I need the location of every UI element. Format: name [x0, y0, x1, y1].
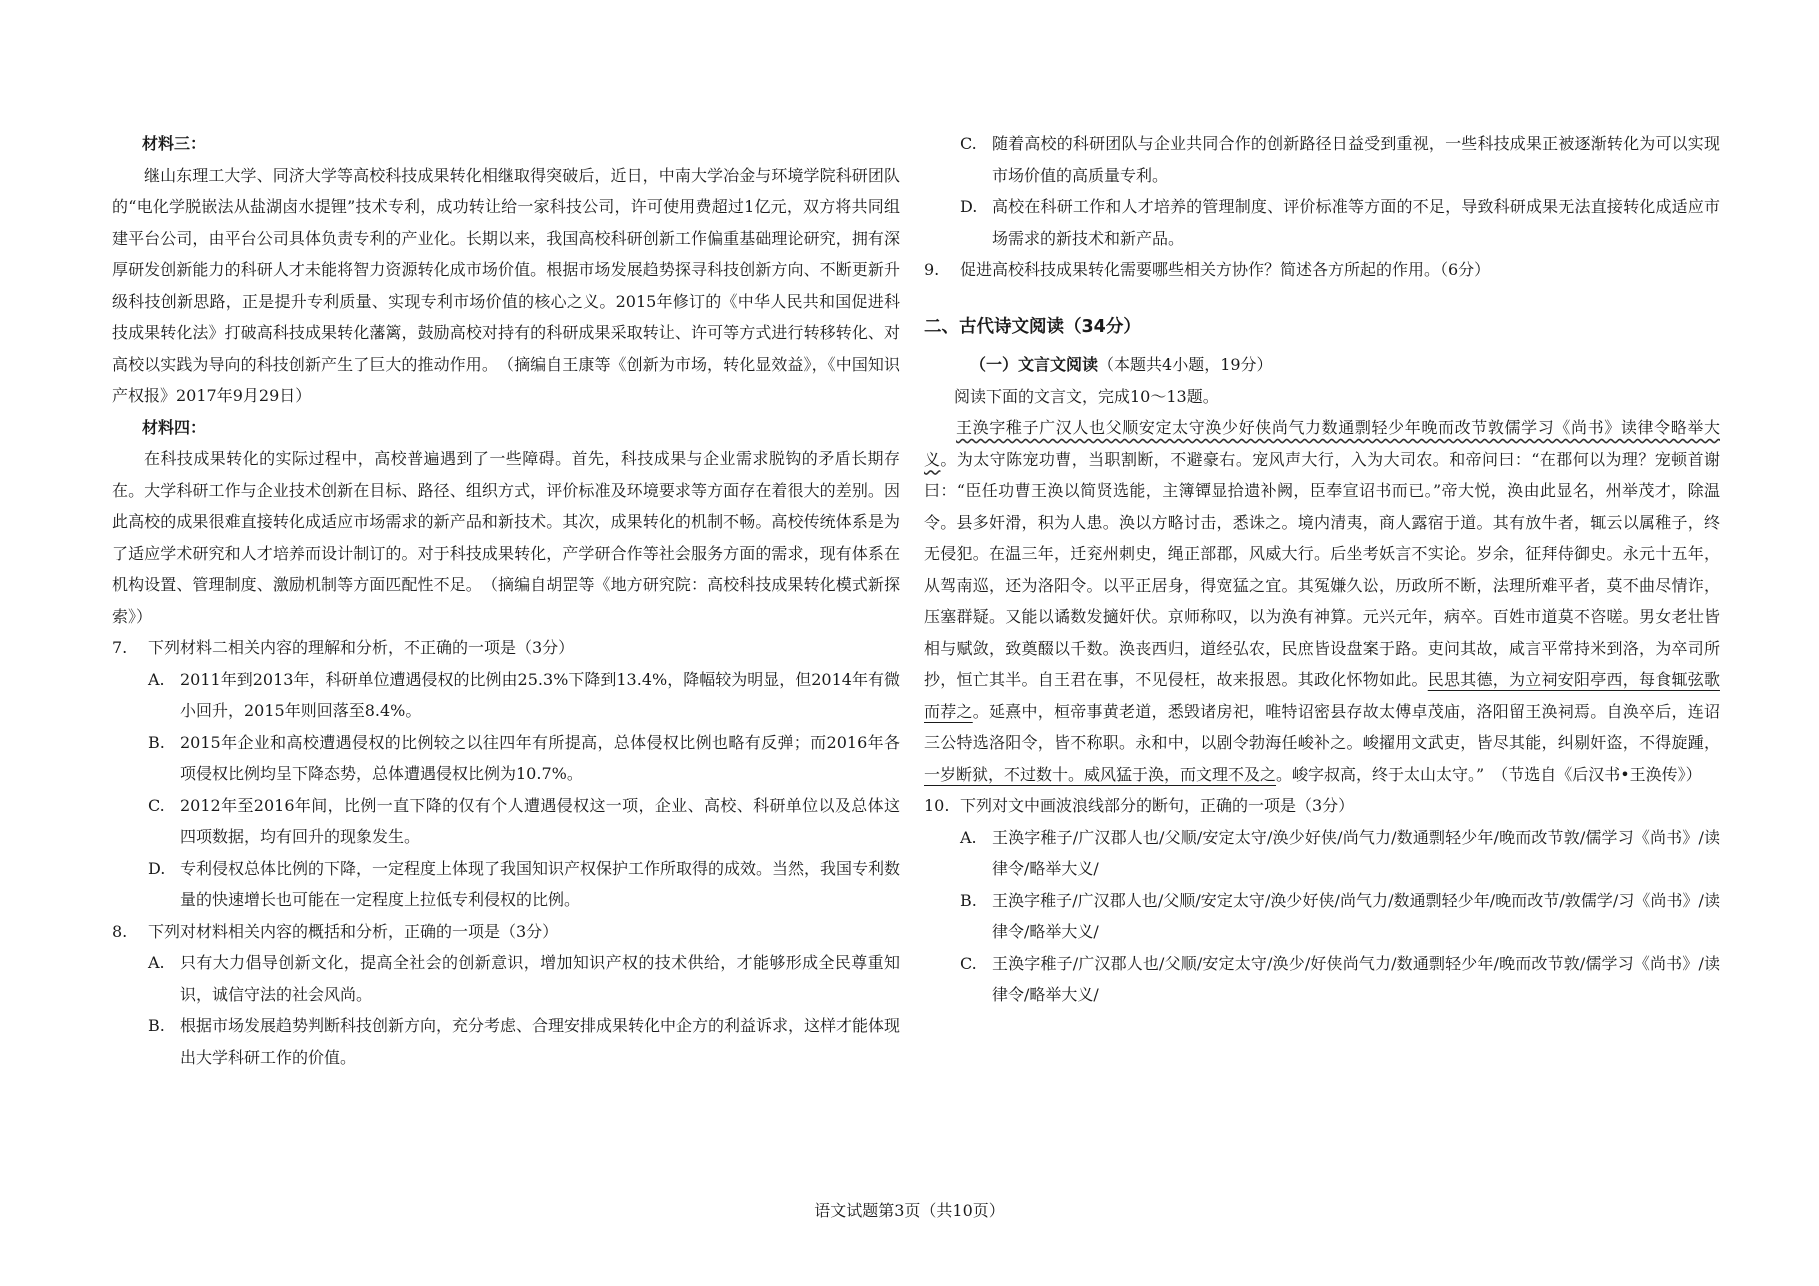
option-text: 专利侵权总体比例的下降，一定程度上体现了我国知识产权保护工作所取得的成效。当然，我国专利数量的快速增长也可能在一定程度上拉低专利侵权的比例。 — [180, 858, 901, 909]
option-text: 2011年到2013年，科研单位遭遇侵权的比例由25.3%下降到13.4%，降幅较为明显，但2014年有微小回升，2015年则回落至8.4%。 — [180, 669, 900, 720]
option-label: A. — [148, 669, 165, 689]
q7-option-b — [112, 727, 900, 790]
page-footer: 语文试题第3页（共10页） — [814, 1201, 1005, 1220]
option-text: 根据市场发展趋势判断科技创新方向，充分考虑、合理安排成果转化中企方的利益诉求，这样才能体现出大学科研工作的价值。 — [180, 1016, 901, 1067]
option-text: 只有大力倡导创新文化，提高全社会的创新意识，增加知识产权的技术供给，才能够形成全民尊重知识，诚信守法的社会风尚。 — [180, 953, 900, 1004]
question-number: 7. — [112, 638, 128, 657]
question-9 — [924, 254, 1720, 286]
option-label: A. — [960, 827, 977, 847]
option-text: 高校在科研工作和人才培养的管理制度、评价标准等方面的不足，导致科研成果无法直接转化成适应市场需求的新技术和新产品。 — [992, 197, 1720, 248]
option-label: C. — [960, 953, 977, 973]
reading-instruction: 阅读下面的文言文，完成10～13题。 — [954, 386, 1219, 406]
option-text: 王涣字稚子/广汉郡人也/父顺/安定太守/涣少/好侠尚气力/数通剽轻少年/晚而改节敦/儒学习《尚书》/读律令/略举大义/ — [992, 953, 1720, 1004]
option-text: 随着高校的科研团队与企业共同合作的创新路径日益受到重视，一些科技成果正被逐渐转化为可以实现市场价值的高质量专利。 — [992, 134, 1720, 185]
question-stem: 下列材料二相关内容的理解和分析，不正确的一项是（3分） — [148, 638, 575, 657]
q10-option-c — [924, 948, 1720, 1011]
option-label: A. — [148, 953, 165, 972]
question-stem: 促进高校科技成果转化需要哪些相关方协作？简述各方所起的作用。（6分） — [960, 260, 1491, 279]
option-text: 王涣字稚子/广汉郡人也/父顺/安定太守/涣少好侠/尚气力/数通剽轻少年/晚而改节/敦儒学/习《尚书》/读律令/略举大义/ — [992, 890, 1720, 941]
material-4-text: 在科技成果转化的实际过程中，高校普遍遇到了一些障碍。首先，科技成果与企业需求脱钩的矛盾长期存在。大学科研工作与企业技术创新在目标、路径、组织方式，评价标准及环境要求等方面存在着很大的差别。因此高校的成果很难直接转化成适应市场需求的新产品和新技术。其次，成果转化的机制不畅。高校传统体系是为了适应学术研究和人才培养而设计制订的。对于科技成果转化，产学研合作等社会服务方面的需求，现有体系在机构设置、管理制度、激励机制等方面匹配性不足。 （摘编自胡罡等《地方研究院：高校科技成果转化模式新探索》） — [112, 449, 900, 626]
question-number: 8. — [112, 921, 128, 941]
q8-option-b — [112, 1010, 900, 1073]
option-label: D. — [960, 197, 978, 216]
material-3-heading: 材料三： — [142, 134, 207, 153]
section-2-title: 二、古代诗文阅读（34分） — [924, 316, 1141, 337]
subsection-title-bold: （一）文言文阅读 — [970, 355, 1099, 374]
question-8 — [112, 916, 900, 948]
material-4-heading: 材料四： — [142, 417, 207, 437]
option-text: 2012年至2016年间，比例一直下降的仅有个人遭遇侵权这一项，企业、高校、科研单位以及总体这四项数据，均有回升的现象发生。 — [180, 795, 900, 846]
wavy-underlined-text: 王涣字稚子广汉人也父顺安定太守涣少好侠尚气力数通剽轻少年晚而改节敦儒学习《尚书》读律令略举大义 — [924, 418, 1720, 469]
q7-option-a — [112, 664, 900, 727]
passage-text: 。为太守陈宠功曹，当职割断，不避豪右。宠风声大行，入为大司农。和帝问曰：“在郡何以为理？宠顿首谢曰：“臣任功曹王涣以简贤选能，主簿镡显拾遗补阙，臣奉宣诏书而已。”帝大悦，涣由此显名，州举茂才，除温令。县多奸滑，积为人患。涣以方略讨击，悉诛之。境内清夷，商人露宿于道。其有放牛者，辄云以属稚子，终无侵犯。在温三年，迁兖州刺史，绳正部郡，风威大行。后坐考妖言不实论。岁余，征拜侍御史。永元十五年，从驾南巡，还为洛阳令。以平正居身，得宽猛之宜。其冤嫌久讼，历政所不断，法理所难平者，莫不曲尽情诈，压塞群疑。又能以谲数发擿奸伏。京师称叹，以为涣有神算。元兴元年，病卒。百姓市道莫不咨嗟。男女老壮皆相与赋敛，致奠醊以千数。涣丧西归，道经弘农，民庶皆设盘案于路。吏问其故，咸言平常持米到洛，为卒司所抄，恒亡其半。自王君在事，不见侵枉，故来报恩。其政化怀物如此。 — [924, 449, 1720, 689]
option-label: B. — [960, 890, 977, 910]
q8-option-a — [112, 947, 900, 1010]
question-number: 10. — [924, 796, 950, 815]
material-3-text: 继山东理工大学、同济大学等高校科技成果转化相继取得突破后，近日，中南大学冶金与环境学院科研团队的“电化学脱嵌法从盐湖卤水提锂”技术专利，成功转让给一家科技公司，许可使用费超过1亿元，双方将共同组建平台公司，由平台公司具体负责专利的产业化。长期以来，我国高校科研创新工作偏重基础理论研究，拥有深厚研发创新能力的科研人才未能将智力资源转化成市场价值。根据市场发展趋势探寻科技创新方向、不断更新升级科技创新思路，正是提升专利质量、实现专利市场价值的核心之义。2015年修订的《中华人民共和国促进科技成果转化法》打破高科技成果转化藩篱，鼓励高校对持有的科研成果采取转让、许可等方式进行转移转化、对高校以实践为导向的科技创新产生了巨大的推动作用。 （摘编自王康等《创新为市场，转化显效益》，《中国知识产权报》2017年9月29日） — [112, 165, 900, 405]
question-7 — [112, 632, 900, 664]
left-column — [112, 128, 900, 1073]
option-label: B. — [148, 732, 165, 752]
option-text: 王涣字稚子/广汉郡人也/父顺/安定太守/涣少好侠/尚气力/数通剽轻少年/晚而改节敦/儒学习《尚书》/读律令/略举大义/ — [992, 827, 1720, 878]
question-stem: 下列对文中画波浪线部分的断句，正确的一项是（3分） — [960, 796, 1355, 815]
option-label: C. — [960, 134, 977, 153]
option-text: 2015年企业和高校遭遇侵权的比例较之以往四年有所提高，总体侵权比例也略有反弹；而2016年各项侵权比例均呈下降态势，总体遭遇侵权比例为10.7%。 — [180, 732, 900, 783]
q10-option-a — [924, 822, 1720, 885]
subsection-title — [970, 349, 1720, 381]
option-label: C. — [148, 795, 165, 815]
question-10 — [924, 790, 1720, 822]
q8-option-c — [924, 128, 1720, 191]
passage-text: 。延熹中，桓帝事黄老道，悉毁诸房祀，唯特诏密县存故太傅卓茂庙，洛阳留王涣祠焉。自涣卒后，连诏三公特选洛阳令，皆不称职。永和中，以剧令勃海任峻补之。峻擢用文武吏，皆尽其能，纠剔奸盗，不得旋踵， — [924, 701, 1720, 752]
subsection-title-rest: （本题共4小题，19分） — [1098, 355, 1273, 374]
classical-passage — [924, 412, 1720, 790]
question-stem: 下列对材料相关内容的概括和分析，正确的一项是（3分） — [148, 921, 559, 941]
q10-option-b — [924, 885, 1720, 948]
option-label: B. — [148, 1016, 165, 1035]
question-number: 9. — [924, 260, 940, 279]
underlined-sentence-1: 民思其德，为立祠安阳亭西，每食辄弦歌而荐之 — [924, 670, 1720, 721]
q7-option-c — [112, 790, 900, 853]
option-label: D. — [148, 858, 166, 878]
right-column — [924, 128, 1720, 1011]
underlined-sentence-2: 一岁断狱，不过数十。威风猛于涣，而文理不及之 — [924, 764, 1277, 784]
q8-option-d — [924, 191, 1720, 254]
q7-option-d — [112, 853, 900, 916]
passage-text: 。峻字叔高，终于太山太守。” （节选自《后汉书•王涣传》） — [1276, 764, 1702, 784]
